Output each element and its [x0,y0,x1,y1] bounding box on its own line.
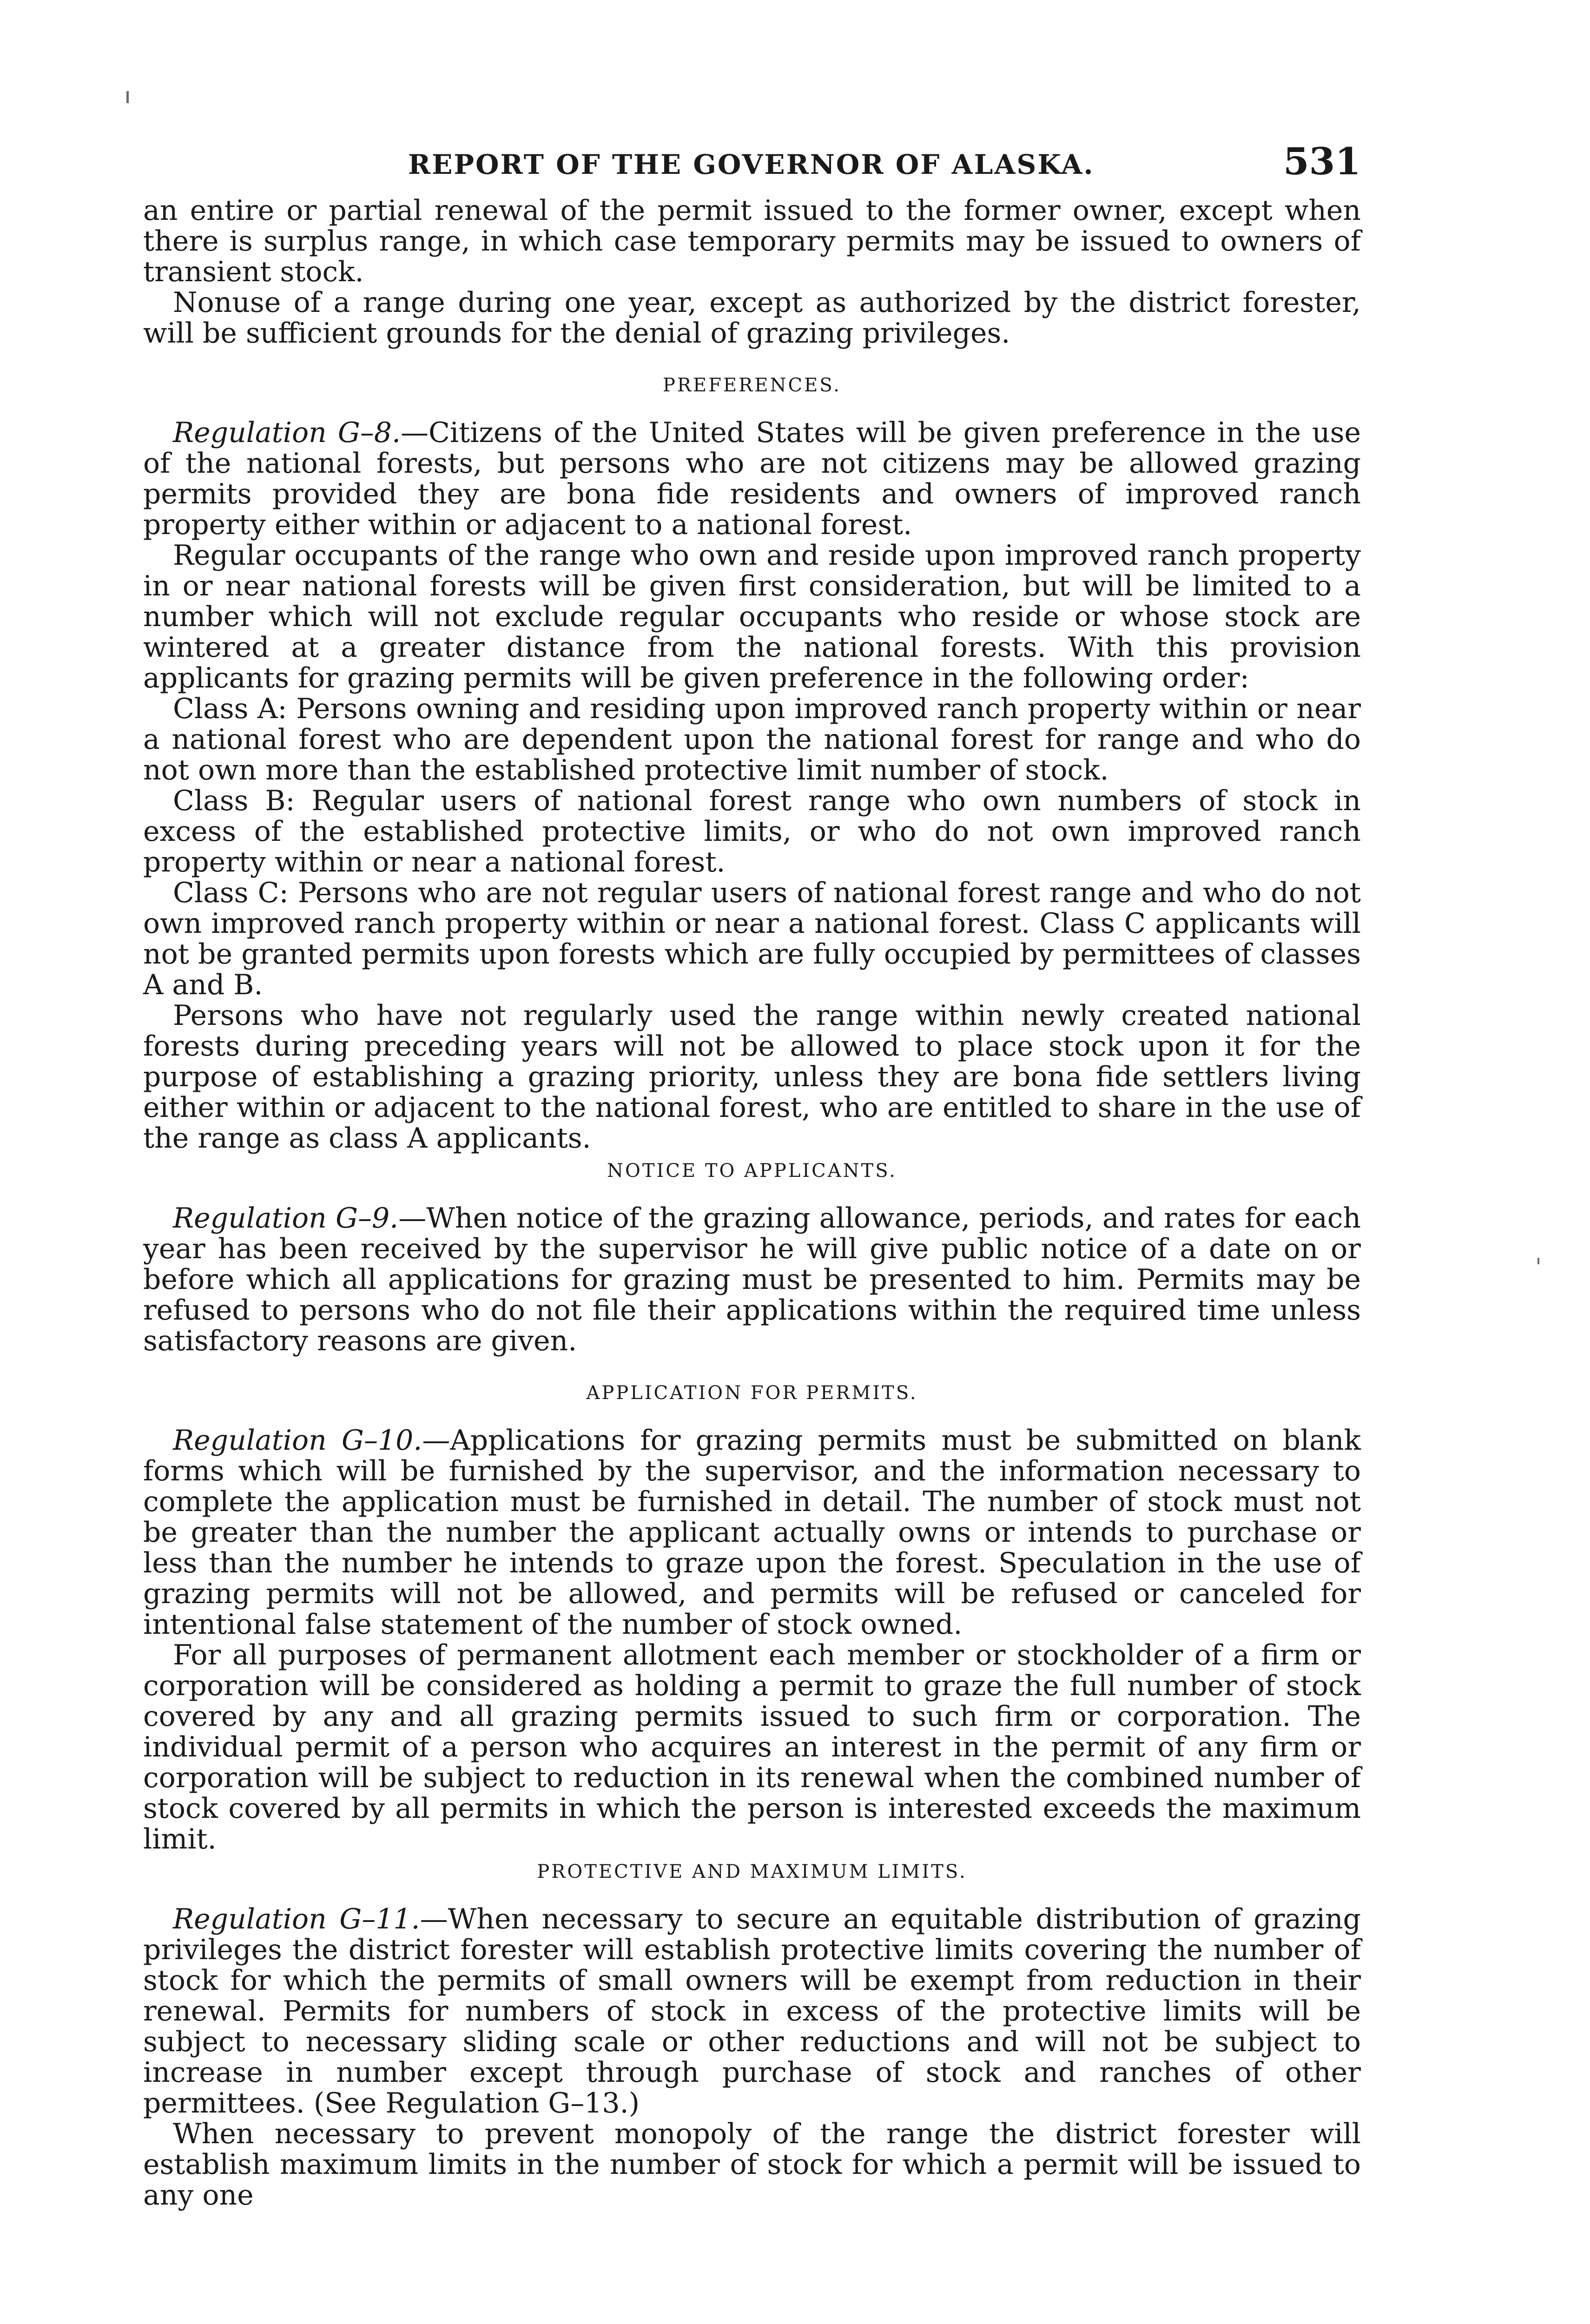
paragraph-maximum-limits: When necessary to prevent monopoly of the range the district forester will establish maximum limits in the number of stock for which a permit will be issued to any one [143,2118,1361,2212]
margin-speck [126,91,129,103]
paragraph-class-c: Class C: Persons who are not regular users of national forest range and who do not own improved ranch property within or near a national forest. Class C applicants will not be granted permits upon forests which are fully occupied by permittees of classes A and B. [143,877,1361,1001]
paragraph-class-b: Class B: Regular users of national forest range who own numbers of stock in excess of the established protective limits, or who do not own improved ranch property within or near a national forest. [143,785,1361,878]
section-heading-preferences: PREFERENCES. [663,375,841,396]
regulation-g11-paragraph [143,1904,1361,2119]
section-heading-limits: PROTECTIVE AND MAXIMUM LIMITS. [537,1861,967,1882]
regulation-text: —When necessary to secure an equitable distribution of grazing privileges the district forester will establish protective limits covering the number of stock for which the permits of small owners will be exempt from reduction in their renewal. Permits for numbers of stock in excess of the protective limits will be subject to necessary sliding scale or other reductions and will not be subject to increase in number except through purchase of stock and ranches of other permittees. (See Regulation G–13.) [143,1903,1361,2119]
regulation-label: Regulation G–8. [173,416,401,449]
regulation-label: Regulation G–10. [173,1424,422,1457]
page-number: 531 [1283,139,1361,183]
running-head [143,139,1361,195]
section-heading-application: APPLICATION FOR PERMITS. [586,1382,918,1404]
paragraph-class-a: Class A: Persons owning and residing upon improved ranch property within or near a national forest who are dependent upon the national forest for range and who do not own more than the established protective limit number of stock. [143,693,1361,786]
regulation-text: —Citizens of the United States will be given preference in the use of the national forests, but persons who are not citizens may be allowed grazing permits provided they are bona fide residents and owners of improved ranch property either within or adjacent to a national forest. [143,416,1361,541]
paragraph-permanent-allotment: For all purposes of permanent allotment each member or stockholder of a firm or corporation will be considered as holding a permit to graze the full number of stock covered by any and all grazing permits issued to such firm or corporation. The individual permit of a person who acquires an interest in the permit of any firm or corporation will be subject to reduction in its renewal when the combined number of stock covered by all permits in which the person is interested exceeds the maximum limit. [143,1639,1361,1855]
regulation-g8-paragraph [143,417,1361,540]
margin-speck [1537,1258,1539,1264]
paragraph-nonuse: Nonuse of a range during one year, except as authorized by the district forester, will be sufficient grounds for the denial of grazing privileges. [143,286,1361,350]
section-heading-notice: NOTICE TO APPLICANTS. [607,1160,897,1182]
text-column [143,139,1361,2211]
running-title: REPORT OF THE GOVERNOR OF ALASKA. [408,149,1095,180]
regulation-g9-paragraph [143,1203,1361,1356]
regulation-text: —When notice of the grazing allowance, periods, and rates for each year has been received by the supervisor he will give public notice of a date on or before which all applications for grazing must be presented to him. Permits may be refused to persons who do not file their applications within the required time unless satisfactory reasons are given. [143,1202,1361,1357]
regulation-label: Regulation G–9. [173,1202,399,1235]
regulation-text: —Applications for grazing permits must be submitted on blank forms which will be furnished by the supervisor, and the information necessary to complete the application must be furnished in detail. The number of stock must not be greater than the number the applicant actually owns or intends to purchase or less than the number he intends to graze upon the forest. Speculation in the use of grazing permits will not be allowed, and permits will be refused or canceled for intentional false statement of the number of stock owned. [143,1424,1361,1641]
paragraph-regular-occupants: Regular occupants of the range who own and reside upon improved ranch property in or near national forests will be given first consideration, but will be limited to a number which will not exclude regular occupants who reside or whose stock are wintered at a greater distance from the national forests. With this provision applicants for grazing permits will be given preference in the following order: [143,539,1361,694]
regulation-g10-paragraph [143,1425,1361,1640]
paragraph-continuation: an entire or partial renewal of the permit issued to the former owner, except when there is surplus range, in which case temporary permits may be issued to owners of transient stock. [143,194,1361,288]
paragraph-new-forests: Persons who have not regularly used the range within newly created national forests during preceding years will not be allowed to place stock upon it for the purpose of establishing a grazing priority, unless they are bona fide settlers living either within or adjacent to the national forest, who are entitled to share in the use of the range as class A applicants. [143,999,1361,1155]
regulation-label: Regulation G–11. [173,1903,420,1935]
